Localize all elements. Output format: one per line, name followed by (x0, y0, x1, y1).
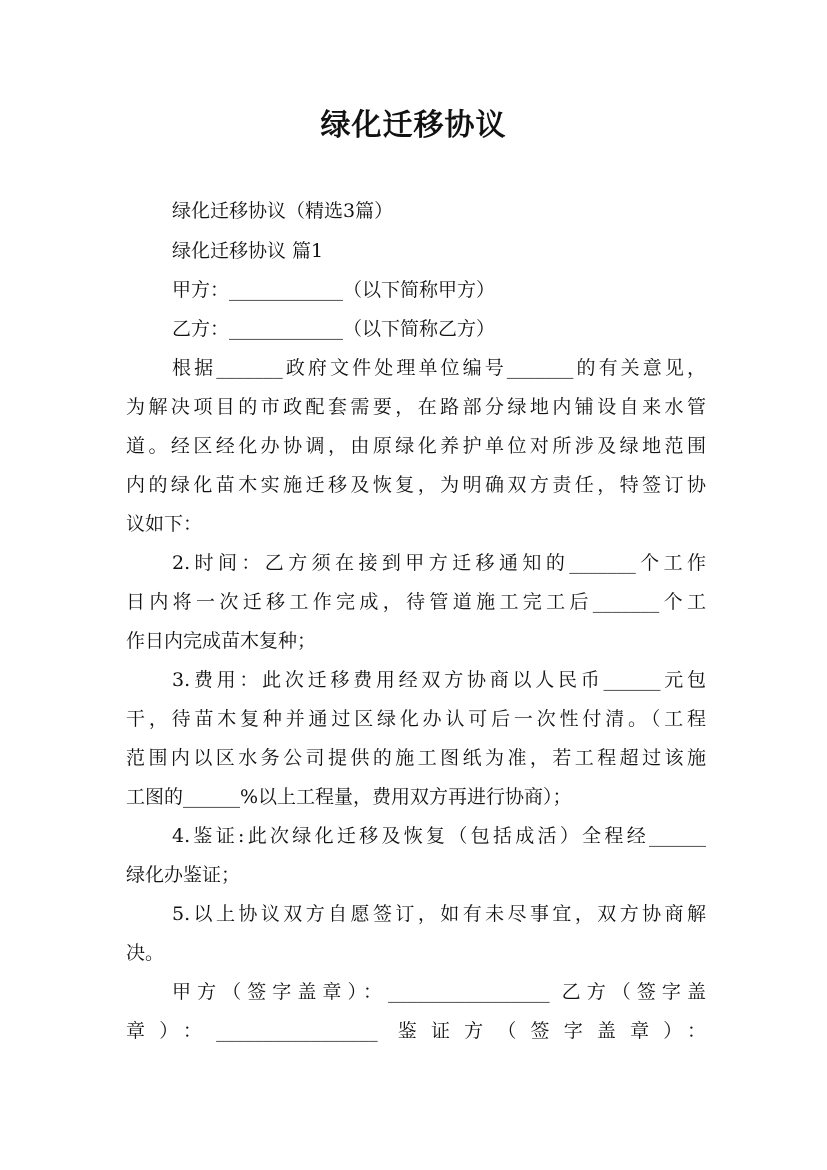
clause-verify-line: 绿化办鉴证； (126, 864, 241, 886)
party-a-line: 甲方：____________（以下简称甲方） (172, 279, 496, 301)
clause-time-line: 2.时间：乙方须在接到甲方迁移通知的_______个工作 (172, 552, 706, 574)
section-heading: 绿化迁移协议 篇1 (172, 240, 324, 262)
body-line: 为解决项目的市政配套需要，在路部分绿地内铺设自来水管 (126, 396, 706, 418)
body-line: 根据_______政府文件处理单位编号_______的有关意见， (172, 357, 706, 379)
party-b-line: 乙方：____________（以下简称乙方） (172, 318, 496, 340)
signature-line: 甲方（签字盖章）：_________________ 乙方（签字盖 (172, 981, 706, 1003)
clause-cost-line: 3.费用：此次迁移费用经双方协商以人民币______元包 (172, 669, 706, 691)
body-line: 内的绿化苗木实施迁移及恢复，为明确双方责任，特签订协 (126, 474, 706, 496)
clause-cost-line: 范围内以区水务公司提供的施工图纸为准，若工程超过该施 (126, 747, 706, 769)
document-title: 绿化迁移协议 (320, 108, 507, 143)
clause-time-line: 日内将一次迁移工作完成，待管道施工完工后_______个工 (126, 591, 706, 613)
body-line: 道。经区经化办协调，由原绿化养护单位对所涉及绿地范围 (126, 435, 706, 457)
clause-agreement-line: 5.以上协议双方自愿签订，如有未尽事宜，双方协商解 (172, 903, 706, 925)
clause-cost-line: 干，待苗木复种并通过区绿化办认可后一次性付清。（工程 (126, 708, 706, 730)
clause-cost-line: 工图的______%以上工程量，费用双方再进行协商）； (126, 786, 572, 808)
body-line: 议如下： (126, 513, 203, 535)
subtitle-line: 绿化迁移协议（精选3篇） (172, 200, 394, 222)
clause-time-line: 作日内完成苗木复种； (126, 630, 317, 652)
clause-verify-line: 4.鉴证:此次绿化迁移及恢复（包括成活）全程经______ (172, 825, 706, 847)
clause-agreement-line: 决。 (126, 942, 165, 964)
signature-line: 章）：_________________ 鉴证方（签字盖章）： (126, 1020, 706, 1042)
